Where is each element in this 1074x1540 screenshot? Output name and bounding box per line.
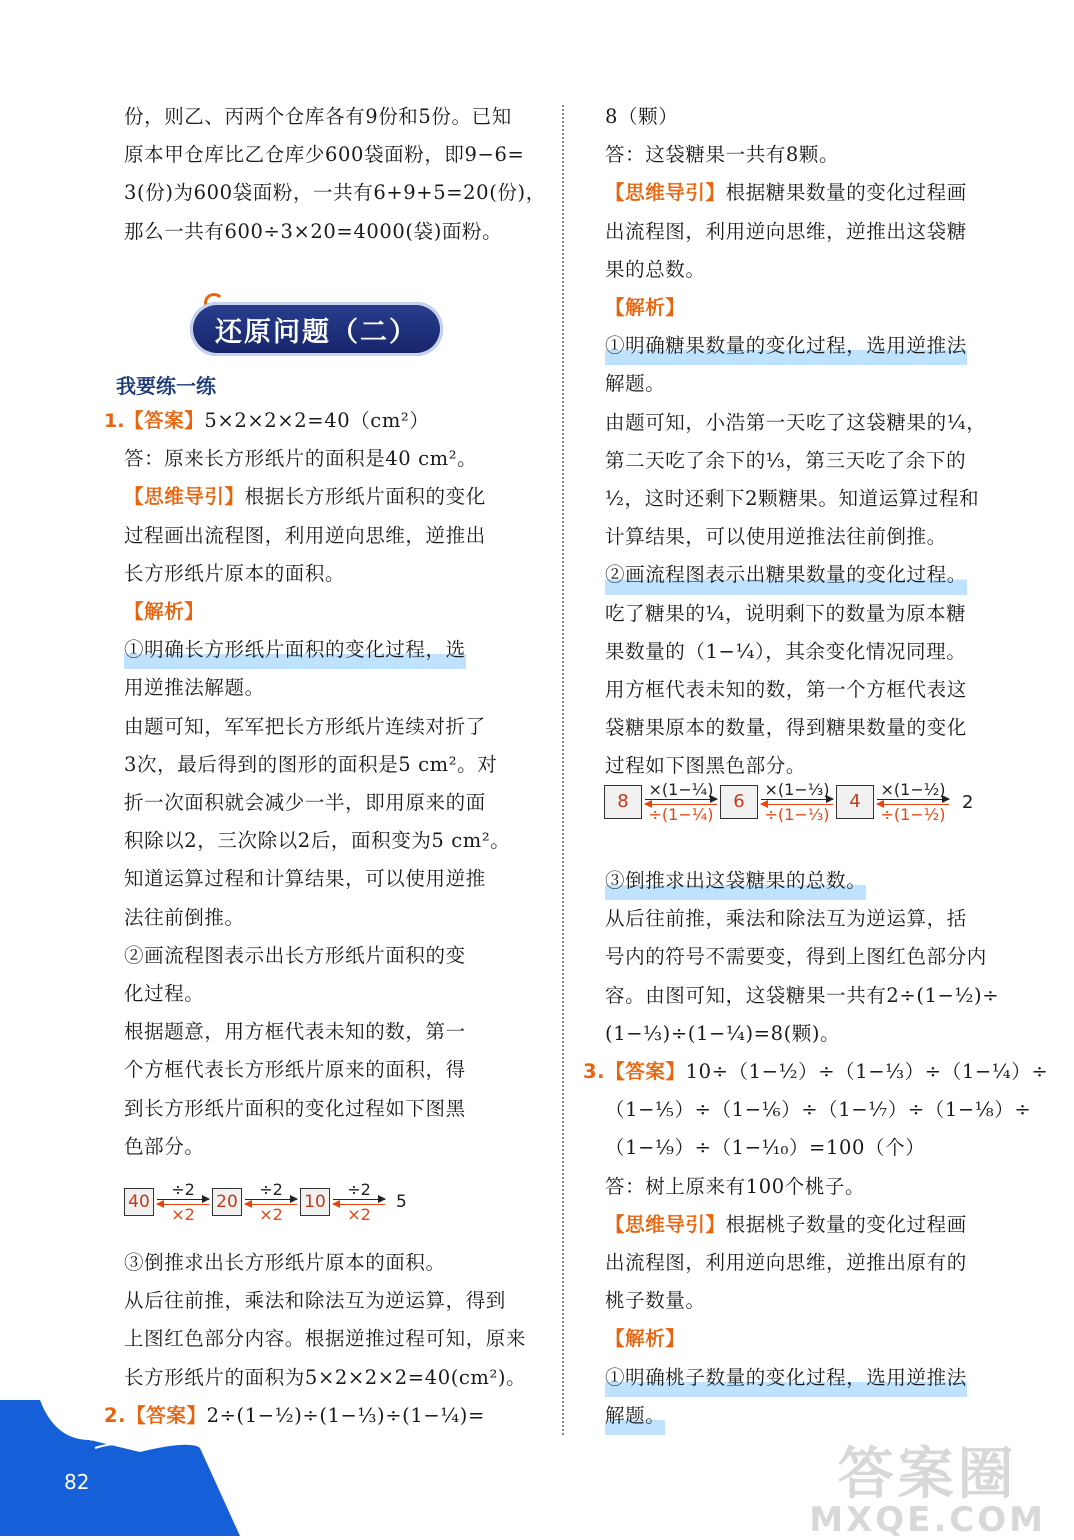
page-corner-decoration [0, 1400, 260, 1536]
q3-guide-tag: 【思维导引】 [605, 1212, 726, 1236]
q2-guide-line: 果的总数。 [605, 257, 706, 281]
q3-answer-line: 10÷（1−½）÷（1−⅓）÷（1−¼）÷ [685, 1060, 1049, 1084]
q2-number: 2. [104, 1403, 127, 1427]
q2-reply: 答：这袋糖果一共有8颗。 [605, 143, 840, 167]
intro-line: 那么一共有600÷3×20=4000(袋)面粉。 [124, 219, 503, 243]
page-number: 82 [64, 1470, 90, 1494]
flow-forward-label: ×(1−¼) [648, 780, 714, 799]
flow-box: 40 [124, 1188, 154, 1216]
q2-analysis-tag: 【解析】 [605, 296, 686, 320]
column-divider [562, 105, 564, 1435]
q2-step2: ②画流程图表示出糖果数量的变化过程。 [605, 556, 967, 594]
q2-line: 号内的符号不需要变，得到上图红色部分内 [605, 945, 987, 969]
q1-line: 积除以2，三次除以2后，面积变为5 cm²。 [124, 829, 511, 853]
intro-line: 原本甲仓库比乙仓库少600袋面粉，即9−6= [124, 143, 525, 167]
q2-step1: ①明确糖果数量的变化过程，选用逆推法 [605, 327, 967, 365]
q1-guide-tag: 【思维导引】 [124, 485, 245, 509]
section-banner: 还原问题（二） [190, 302, 443, 356]
q2-line: 用方框代表未知的数，第一个方框代表这 [605, 678, 967, 702]
q2-line: 吃了糖果的¼，说明剩下的数量为原本糖 [605, 601, 967, 625]
q1-guide-line: 过程画出流程图，利用逆向思维，逆推出 [124, 523, 486, 547]
q3-line: 解题。 [605, 1397, 665, 1435]
q2-step3: ③倒推求出这袋糖果的总数。 [605, 862, 866, 900]
flow-forward-label: ×(1−⅓) [764, 780, 830, 799]
flow-forward-label: ÷2 [347, 1180, 371, 1199]
q1-block [104, 402, 544, 1166]
watermark [809, 1430, 1046, 1540]
flow-end: 2 [962, 791, 974, 813]
flow-box: 4 [836, 785, 874, 819]
q1-guide-line: 根据长方形纸片面积的变化 [244, 485, 486, 509]
practice-heading: 我要练一练 [116, 374, 216, 398]
q3-guide-line: 桃子数量。 [605, 1289, 706, 1313]
flow-arrow [245, 1180, 297, 1224]
q1-line: 3次，最后得到的图形的面积是5 cm²。对 [124, 752, 498, 776]
flow-arrow [157, 1180, 209, 1224]
flow-forward-label: ×(1−½) [880, 780, 946, 799]
q1-line: 根据题意，用方框代表未知的数，第一 [124, 1020, 466, 1044]
q3-reply: 答：树上原来有100个桃子。 [605, 1174, 866, 1198]
q1-answer: 5×2×2×2=40（cm²） [204, 409, 430, 432]
intro-line: 3(份)为600袋面粉，一共有6+9+5=20(份)， [124, 181, 546, 205]
q2-line: 解题。 [605, 372, 666, 396]
intro-line: 份，则乙、丙两个仓库各有9份和5份。已知 [124, 105, 512, 128]
flow-back-label: ÷(1−⅓) [764, 805, 830, 824]
q1-reply: 答：原来长方形纸片的面积是40 cm²。 [124, 447, 478, 471]
q2-line: 从后往前推，乘法和除法互为逆运算，括 [605, 907, 967, 931]
q2-guide-line: 出流程图，利用逆向思维，逆推出这袋糖 [605, 219, 967, 243]
flow-back-label: ×2 [259, 1205, 283, 1224]
q2-line: 第二天吃了余下的⅓，第三天吃了余下的 [605, 448, 967, 472]
flow-forward-label: ÷2 [259, 1180, 283, 1199]
q1-line: 个方框代表长方形纸片原来的面积，得 [124, 1058, 466, 1082]
q1-line: 到长方形纸片面积的变化过程如下图黑 [124, 1096, 466, 1120]
q2-line: ½，这时还剩下2颗糖果。知道运算过程和 [605, 487, 980, 511]
q1-step1: ①明确长方形纸片面积的变化过程，选 [124, 631, 466, 669]
q2-line: 容。由图可知，这袋糖果一共有2÷(1−½)÷ [605, 983, 1000, 1007]
q3-step1: ①明确桃子数量的变化过程，选用逆推法 [605, 1359, 967, 1397]
flow-back-label: ×2 [171, 1205, 195, 1224]
q2-answer: 2÷(1−½)÷(1−⅓)÷(1−¼)= [206, 1403, 485, 1427]
q1-line: 法往前倒推。 [124, 905, 245, 929]
flow-back-label: ÷(1−¼) [648, 805, 714, 824]
q1-line: 折一次面积就会减少一半，即用原来的面 [124, 791, 486, 815]
q3-answer-line: （1−⅑）÷（1−⅒）=100（个） [605, 1136, 926, 1160]
q1-line: 由题可知，军军把长方形纸片连续对折了 [124, 714, 486, 738]
q1-line: 从后往前推，乘法和除法互为逆运算，得到 [124, 1289, 506, 1313]
flow-end: 5 [396, 1192, 407, 1212]
right-column [605, 98, 1025, 786]
q3-guide-line: 出流程图，利用逆向思维，逆推出原有的 [605, 1251, 967, 1275]
q2-guide-line: 根据糖果数量的变化过程画 [725, 181, 967, 205]
flow-back-label: ×2 [347, 1205, 371, 1224]
right-column-2 [583, 862, 1049, 1435]
flow-arrow [645, 780, 717, 824]
flow-back-label: ÷(1−½) [880, 805, 946, 824]
q2-flowchart [604, 780, 973, 824]
q2-line: 果数量的（1−¼），其余变化情况同理。 [605, 639, 967, 663]
q2-line: 计算结果，可以使用逆推法往前倒推。 [605, 525, 947, 549]
q1-guide-line: 长方形纸片原本的面积。 [124, 561, 346, 585]
q3-analysis-tag: 【解析】 [605, 1327, 686, 1351]
q1-answer-tag: 【答案】 [124, 409, 205, 432]
q3-answer-tag: 【答案】 [605, 1060, 686, 1084]
q1-number: 1. [104, 410, 125, 432]
q2-line: 袋糖果原本的数量，得到糖果数量的变化 [605, 716, 967, 740]
q1-step2: ②画流程图表示出长方形纸片面积的变 [124, 943, 466, 967]
q1-line: 色部分。 [124, 1134, 205, 1158]
q1-line: 用逆推法解题。 [124, 676, 265, 700]
flow-box: 8 [604, 785, 642, 819]
flow-box: 10 [300, 1188, 330, 1216]
q1-line: 上图红色部分内容。根据逆推过程可知，原来 [124, 1327, 527, 1351]
q2-line: 过程如下图黑色部分。 [605, 754, 807, 778]
q1-line: 知道运算过程和计算结果，可以使用逆推 [124, 867, 486, 891]
flow-arrow [761, 780, 833, 824]
q3-answer-line: （1−⅕）÷（1−⅙）÷（1−⅐）÷（1−⅛）÷ [605, 1098, 1032, 1122]
q3-guide-line: 根据桃子数量的变化过程画 [725, 1212, 967, 1236]
flow-forward-label: ÷2 [171, 1180, 195, 1199]
q2-line: 由题可知，小浩第一天吃了这袋糖果的¼， [605, 410, 987, 434]
flow-box: 6 [720, 785, 758, 819]
flow-arrow [877, 780, 949, 824]
q1-step3: ③倒推求出长方形纸片原本的面积。 [124, 1251, 446, 1274]
q2-guide-tag: 【思维导引】 [605, 181, 726, 205]
q2-answer-tag: 【答案】 [126, 1403, 207, 1427]
q1-line: 化过程。 [124, 982, 205, 1006]
flow-box: 20 [212, 1188, 242, 1216]
q2-result: 8（颗） [605, 105, 679, 128]
flow-arrow [333, 1180, 385, 1224]
q1-analysis-tag: 【解析】 [124, 600, 205, 624]
left-column [124, 98, 544, 251]
q3-number: 3. [583, 1060, 606, 1084]
q2-line: (1−⅓)÷(1−¼)=8(颗)。 [605, 1021, 841, 1045]
q1-flowchart [124, 1180, 407, 1224]
watermark-bottom: MXQE.COM [809, 1500, 1046, 1540]
q1-line: 长方形纸片的面积为5×2×2×2=40(cm²)。 [124, 1365, 527, 1389]
watermark-top: 答案圈 [837, 1442, 1018, 1507]
